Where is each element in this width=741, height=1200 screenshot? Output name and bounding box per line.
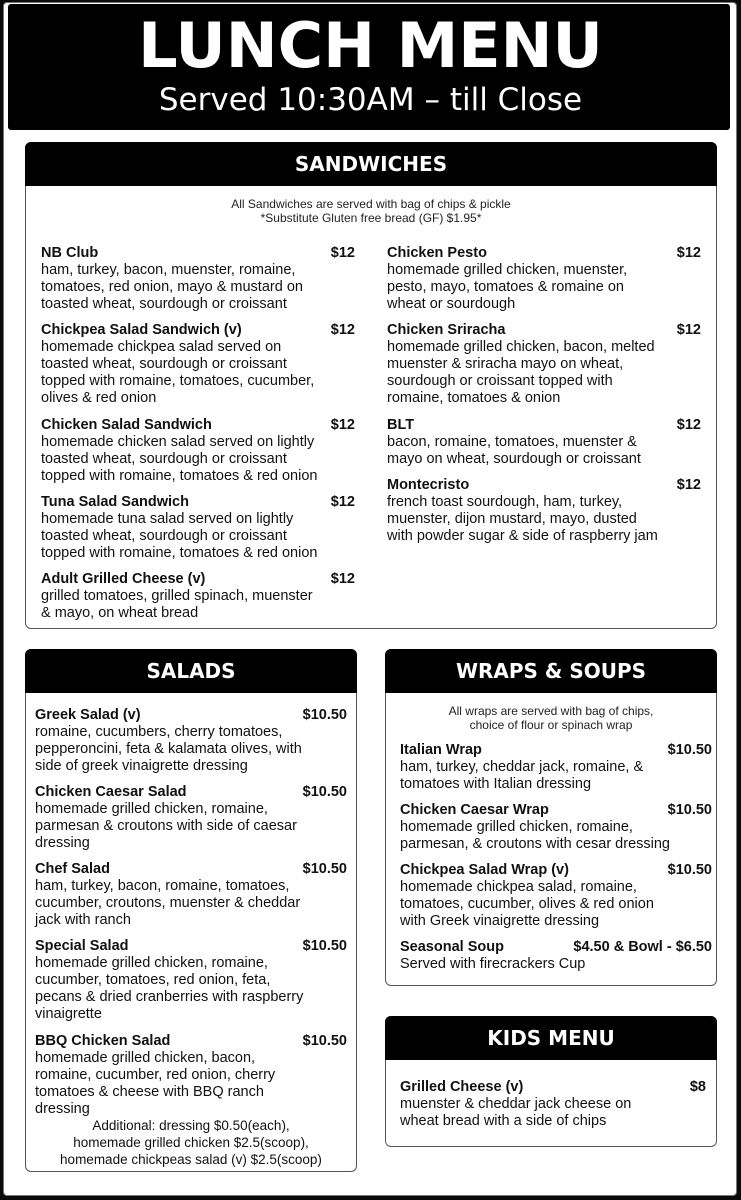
- item-description: Served with firecrackers Cup: [400, 956, 586, 972]
- kids-menu-section: [385, 1016, 717, 1147]
- item-price: $10.50: [667, 802, 712, 818]
- item-name: Chicken Salad Sandwich: [41, 417, 212, 433]
- item-price: $10.50: [302, 861, 347, 877]
- item-name: Chef Salad: [35, 861, 110, 877]
- page-subtitle: Served 10:30AM – till Close: [158, 82, 583, 118]
- item-name: Grilled Cheese (v): [400, 1079, 524, 1095]
- item-price: $12: [676, 417, 701, 433]
- sandwiches-section: [25, 142, 717, 629]
- menu-item: [41, 322, 355, 407]
- item-price: $12: [330, 494, 355, 510]
- menu-item: [400, 742, 712, 793]
- item-description: homemade chickpea salad served on toasted wheat, sourdough or croissant topped with romaine, tomatoes, cucumber, olives & red onion: [41, 339, 315, 406]
- menu-item: [400, 802, 712, 853]
- item-price: $12: [330, 571, 355, 587]
- item-name: Greek Salad (v): [35, 707, 141, 723]
- item-description: grilled tomatoes, grilled spinach, muenster & mayo, on wheat bread: [41, 588, 313, 621]
- menu-item: [35, 861, 347, 929]
- wraps-note-choice: choice of flour or spinach wrap: [469, 718, 633, 732]
- sandwiches-heading: SANDWICHES: [25, 142, 717, 186]
- item-description: ham, turkey, bacon, muenster, romaine, tomatoes, red onion, mayo & mustard on toasted wheat, sourdough or croissant: [41, 262, 303, 312]
- page-title: LUNCH MENU: [138, 9, 603, 82]
- menu-item: [35, 784, 347, 852]
- item-description: ham, turkey, cheddar jack, romaine, & tomatoes with Italian dressing: [400, 759, 644, 792]
- item-name: Tuna Salad Sandwich: [41, 494, 189, 510]
- item-description: homemade grilled chicken, muenster, pesto, mayo, tomatoes & romaine on wheat or sourdough: [387, 262, 628, 312]
- salads-heading: SALADS: [25, 649, 357, 693]
- item-price: $12: [330, 245, 355, 261]
- item-description: homemade grilled chicken, bacon, romaine, cucumber, red onion, cherry tomatoes & cheese with BBQ ranch dressing: [35, 1050, 276, 1117]
- item-price: $10.50: [302, 784, 347, 800]
- item-name: Adult Grilled Cheese (v): [41, 571, 206, 587]
- item-price: $12: [676, 245, 701, 261]
- item-name: BBQ Chicken Salad: [35, 1033, 171, 1049]
- item-name: Italian Wrap: [400, 742, 482, 758]
- item-price: $12: [330, 322, 355, 338]
- menu-item: [400, 939, 712, 973]
- item-description: homemade tuna salad served on lightly toasted wheat, sourdough or croissant topped with romaine, tomatoes & red onion: [41, 511, 318, 561]
- item-description: ham, turkey, bacon, romaine, tomatoes, cucumber, croutons, muenster & cheddar jack with ranch: [35, 878, 301, 928]
- item-description: muenster & cheddar jack cheese on wheat bread with a side of chips: [400, 1096, 632, 1129]
- item-name: Seasonal Soup: [400, 939, 504, 955]
- item-name: Chickpea Salad Wrap (v): [400, 862, 569, 878]
- menu-item: [35, 938, 347, 1023]
- wraps-soups-section: [385, 649, 717, 986]
- menu-item: [400, 862, 712, 930]
- item-description: homemade grilled chicken, romaine, parmesan & croutons with side of caesar dressing: [35, 801, 297, 851]
- item-name: Montecristo: [387, 477, 470, 493]
- item-description: bacon, romaine, tomatoes, muenster & mayo on wheat, sourdough or croissant: [387, 434, 641, 467]
- item-price: $10.50: [667, 742, 712, 758]
- sandwiches-note-gf: *Substitute Gluten free bread (GF) $1.95*: [260, 211, 482, 225]
- item-price: $10.50: [302, 938, 347, 954]
- item-description: romaine, cucumbers, cherry tomatoes, pepperoncini, feta & kalamata olives, with side of greek vinaigrette dressing: [35, 724, 302, 774]
- item-description: french toast sourdough, ham, turkey, muenster, dijon mustard, mayo, dusted with powder sugar & side of raspberry jam: [387, 494, 658, 544]
- item-name: Chickpea Salad Sandwich (v): [41, 322, 242, 338]
- item-description: homemade chickpea salad, romaine, tomatoes, cucumber, olives & red onion with Greek vinaigrette dressing: [400, 879, 654, 929]
- menu-item: [35, 707, 347, 775]
- menu-item: [387, 417, 701, 468]
- item-price: $10.50: [667, 862, 712, 878]
- kids-menu-heading: KIDS MENU: [385, 1016, 717, 1060]
- menu-item: [41, 494, 355, 562]
- item-name: Special Salad: [35, 938, 129, 954]
- menu-item: [387, 245, 701, 313]
- item-description: homemade chicken salad served on lightly toasted wheat, sourdough or croissant topped with romaine, tomatoes & red onion: [41, 434, 318, 484]
- item-price: $8: [689, 1079, 706, 1095]
- item-name: Chicken Sriracha: [387, 322, 506, 338]
- item-name: Chicken Caesar Wrap: [400, 802, 549, 818]
- item-price: $10.50: [302, 707, 347, 723]
- item-name: BLT: [387, 417, 415, 433]
- wraps-soups-heading: WRAPS & SOUPS: [385, 649, 717, 693]
- item-description: homemade grilled chicken, romaine, cucumber, tomatoes, red onion, feta, pecans & dried cranberries with raspberry vinaigrette: [35, 955, 304, 1022]
- sandwiches-note: All Sandwiches are served with bag of chips & pickle: [231, 197, 511, 211]
- menu-item: [400, 1079, 706, 1130]
- salads-section: [25, 649, 357, 1172]
- item-price: $12: [676, 322, 701, 338]
- menu-item: [35, 1033, 347, 1118]
- item-price: $4.50 & Bowl - $6.50: [573, 939, 712, 955]
- menu-item: [41, 417, 355, 485]
- item-name: NB Club: [41, 245, 99, 261]
- menu-item: [41, 571, 355, 622]
- menu-item: [387, 322, 701, 407]
- item-description: homemade grilled chicken, romaine, parmesan, & croutons with cesar dressing: [400, 819, 670, 852]
- item-name: Chicken Caesar Salad: [35, 784, 187, 800]
- item-price: $12: [676, 477, 701, 493]
- item-description: homemade grilled chicken, bacon, melted muenster & sriracha mayo on wheat, sourdough or croissant topped with romaine, tomatoes & onion: [387, 339, 655, 406]
- wraps-note: All wraps are served with bag of chips,: [448, 704, 654, 718]
- menu-item: [387, 477, 701, 545]
- item-price: $10.50: [302, 1033, 347, 1049]
- menu-item: [41, 245, 355, 313]
- item-price: $12: [330, 417, 355, 433]
- item-name: Chicken Pesto: [387, 245, 487, 261]
- salads-additional-note: Additional: dressing $0.50(each), homemade grilled chicken $2.5(scoop), homemade chickpeas salad (v) $2.5(scoop): [60, 1118, 322, 1167]
